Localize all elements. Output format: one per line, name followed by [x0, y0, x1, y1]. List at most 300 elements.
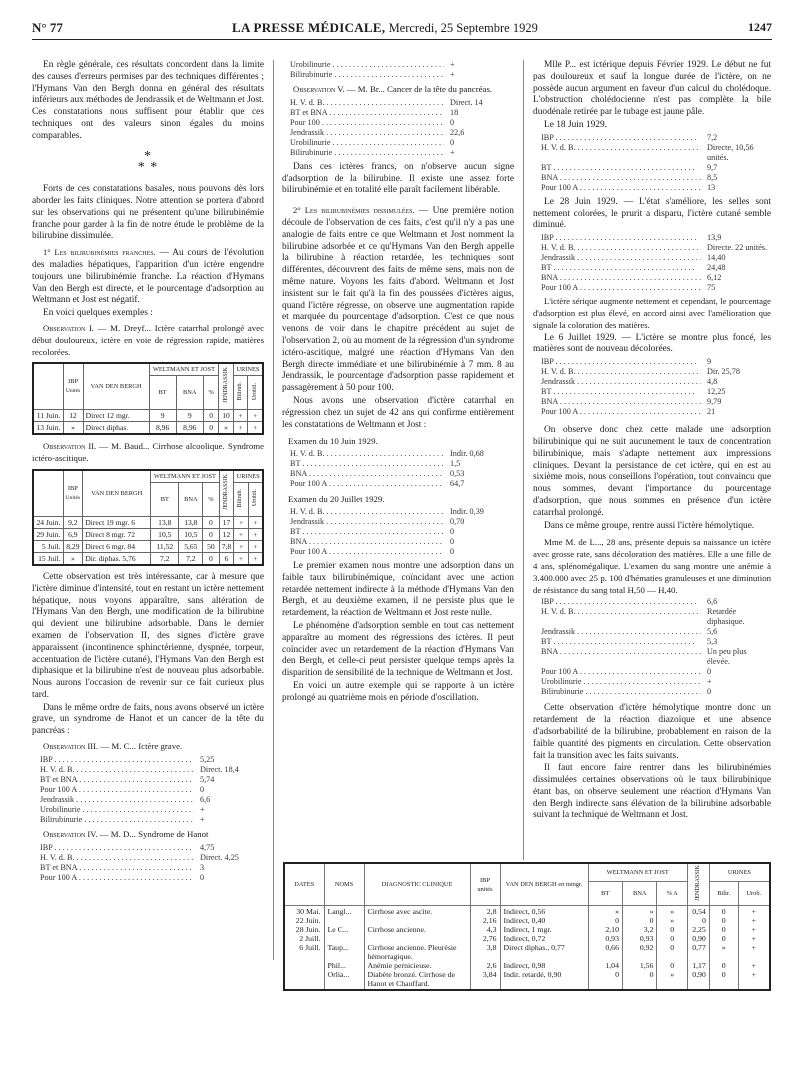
data-line [533, 647, 771, 667]
data-line [32, 765, 264, 775]
table-row [33, 528, 263, 540]
paragraph: Dans ces ictères francs, on n'observe aucun signe d'adsorption de la bilirubine. Il existe une assez forte bilirubinémie et en totalité elle paraît facilement libérable. [282, 161, 514, 196]
paragraph [282, 205, 514, 395]
paragraph-text: — Au cours de l'évolution des maladies hépatiques, l'apparition d'un ictère engendre toujours une bilirubinémie franche. La réaction d'Hymans Van den Bergh est directe, et le pourcentage d'adsorption au Weltmann et Jost est négatif. [32, 248, 264, 306]
data-value: + [200, 804, 205, 814]
data-line [282, 449, 514, 459]
journal-title: LA PRESSE MÉDICALE, [232, 20, 386, 35]
cell: 9,2 [63, 516, 83, 528]
issue-number: N° 77 [32, 20, 63, 35]
page-header [32, 22, 772, 40]
paragraph: Cette observation est très intéressante, car à mesure que l'ictère diminue d'intensité, tout en restant un ictère nettement hépatique, nous voyons apparaître, sans altération de l'Hymans Van den Bergh, une modification de la bilirubine qui devient une bilirubine adsorbable. Dans le dernier examen de l'observation II, des signes d'ictère grave apparaissent (incontinence sphinctérienne, dyspnée, torpeur, accentuation de l'ictère cutané), l'Hymans Van den Bergh est diphasique et la bilirubine n'est de nouveau plus adsorbable. Nous aurons l'occasion de revenir sur ce fait curieux plus tard. [32, 571, 264, 700]
data-value: 4,8 [707, 377, 718, 387]
data-key: BNA . . . [290, 537, 444, 547]
data-line [533, 687, 771, 697]
cell-diagnostic: Cirrhose avec ascite. Cirrhose ancienne. Cirrhose ancienne. Pleurésie hémorragique. Anémie pernicieuse. Diabète bronzé. Cirrhose de Hanot et Chauffard. [364, 906, 470, 991]
cell: Direct 8 mgr. 72 [83, 528, 151, 540]
header-unit: Unités [65, 494, 81, 501]
data-key: Bilirubinurie . . . [290, 148, 444, 158]
data-key: H. V. d. B. . . . [541, 367, 701, 377]
data-line [533, 597, 771, 607]
data-value: 75 [707, 283, 716, 293]
cell: 0 [203, 422, 218, 435]
header-urob: Urob. [738, 882, 770, 906]
data-line [533, 143, 771, 163]
cell-bilir: 0 0 0 0 » 0 0 [709, 906, 738, 991]
header-wj: WELTMANN ET JOST [588, 863, 687, 882]
data-value: Direct. 4,25 [200, 852, 239, 862]
data-list [282, 507, 514, 557]
summary-table [283, 862, 771, 991]
data-value: 9,7 [707, 162, 718, 172]
header-ibp: IBP [67, 484, 78, 492]
data-line [282, 128, 514, 138]
header-dates: DATES [284, 863, 324, 906]
header-urines: URINES [233, 363, 263, 376]
header-noms: NOMS [324, 863, 364, 906]
data-line [32, 755, 264, 765]
observation-label: Observation IV. [43, 828, 98, 839]
data-key: BNA . . . [541, 173, 701, 183]
data-list [282, 98, 514, 158]
observation-label: Observation II. [43, 441, 97, 452]
data-list [32, 755, 264, 825]
data-key: BT et BNA . . . [290, 108, 444, 118]
data-line [282, 547, 514, 557]
cell: + [234, 552, 248, 565]
header-ibp: IBP [68, 378, 79, 386]
data-list [533, 133, 771, 193]
data-key: IBP . . . [40, 755, 194, 765]
data-key: IBP . . . [541, 357, 701, 367]
cell: 7,2 [179, 552, 203, 565]
observation-text: — M. Dreyf... Ictère catarrhal prolongé avec début douloureux, ictère en voie de régression rapide, matières recolorées. [32, 322, 264, 357]
paragraph: Forts de ces constatations basales, nous pouvons dès lors aborder les faits cliniques. Notre attention se portera d'abord sur les observations qui ne présentent qu'une bilirubinémie franche pour garder à la fin de notre étude le problème de la bilirubine dissimulée. [32, 184, 264, 242]
data-value: 3 [200, 862, 205, 872]
data-value: 24,48 [707, 263, 726, 273]
col-date [33, 470, 63, 517]
data-line [533, 677, 771, 687]
data-value: 18 [450, 107, 459, 117]
paragraph: Nous avons une observation d'ictère catarrhal en régression chez un sujet de 42 ans qui confirme entièrement les constatations de Weltmann et Jost : [282, 395, 514, 430]
data-line [533, 273, 771, 283]
cell: + [234, 528, 248, 540]
data-line [282, 108, 514, 118]
data-line [282, 60, 514, 70]
paragraph: Il faut encore faire rentrer dans les bilirubinémies dissimulées certaines observations où le taux bilirubinique étant bas, on observe seulement une réaction d'Hymans Van den Bergh indirecte sans élévation de la bilirubine adsorbable suivant la technique de Weltmann et Jost. [533, 763, 771, 821]
header-bna: BNA [622, 882, 656, 906]
header-vdb: VAN DEN BERGH [83, 470, 151, 517]
header-bna: BNA [179, 482, 203, 516]
cell: + [248, 552, 263, 565]
header-bt: BT [588, 882, 622, 906]
observation-label: Observation III. [43, 741, 99, 752]
data-line [533, 367, 771, 377]
paragraph: Le premier examen nous montre une adsorption dans un faible taux bilirubinémique, coïncidant avec une action retardée nettement indirecte à la méthode d'Hymans Van den Bergh, et au deuxième examen, il ne persiste plus que le retardement, la réaction de Weltmann et Jost reste nulle. [282, 560, 514, 619]
data-line [533, 133, 771, 143]
paragraph: Dans ce même groupe, rentre aussi l'ictère hémolytique. [544, 520, 755, 531]
data-line [533, 283, 771, 293]
data-value: 5,6 [707, 627, 718, 637]
paragraph-text: — Une première notion découle de l'observation de ces faits, c'est qu'il n'y a pas une analogie de faits entre ce que Weltmann et Jost nomment la bilirubine adsorbée et ce qu'Hymans Van den Bergh appelle la bilirubine à réaction retardée, les techniques sont différentes, découvrent des faits de même sens, mais non de même nature. Voyons les faits d'abord. Weltmann et Jost insistent sur le fait qu'à la fin des poussées d'ictères aigus, quand l'ictère régresse, on observe une augmentation rapide et marquée du pourcentage d'adsorption. C'est ce que nous venons de voir dans le chapitre précédent au sujet de l'observation 2, où au moment de la régression d'un syndrome ictéro-ascitique, malgré une réaction d'Hymans Van den Bergh directe immédiate et une bilirubinémie à 7 mm. 8 au Jendrassik, le pourcentage d'adsorption passe rapidement et passagèrement à 50 pour 100. [282, 206, 514, 394]
data-key: BT . . . [541, 637, 701, 647]
data-value: Un peu plus élevée. [707, 647, 747, 667]
data-key: BT . . . [541, 387, 701, 397]
cell: 12 [219, 528, 234, 540]
data-key: H. V. d. B. . . . [290, 98, 444, 108]
data-line [282, 469, 514, 479]
header-jend: JENDRASSIK [219, 470, 234, 517]
observation-text: — M. Baud... Cirrhose alcoolique. Syndrome ictéro-ascitique. [32, 441, 264, 464]
header-urines: URINES [234, 470, 263, 483]
header-vdb: VAN DEN BERGH [83, 363, 149, 410]
cell: 15 Juil. [33, 552, 63, 565]
paragraph: En voici quelques exemples : [43, 308, 153, 319]
cell: » [219, 422, 234, 435]
data-value: 21 [707, 407, 716, 417]
data-line [533, 163, 771, 173]
cell: + [234, 540, 248, 552]
data-key: H. V. d. B. . . . [40, 853, 194, 863]
data-key: Pour 100 A . . . [541, 407, 701, 417]
section-heading: 2° Les bilirubinémies dissimulées. [293, 205, 415, 216]
data-value: 7,2 [707, 132, 718, 142]
cell: 11 Juin. [33, 410, 63, 422]
data-value: 0 [707, 687, 712, 697]
table-row [33, 410, 263, 422]
data-key: Jendrassik . . . [290, 517, 444, 527]
paragraph: Le 28 Juin 1929. — L'état s'améliore, les selles sont nettement colorées, le prurit a disparu, l'ictère cutané semble diminué. [533, 196, 771, 231]
data-value: 13 [707, 182, 716, 192]
data-line [32, 853, 264, 863]
column-left [32, 60, 264, 883]
observation-title [32, 323, 264, 358]
column-right [533, 60, 771, 823]
data-key: BT . . . [290, 527, 444, 537]
data-line [533, 233, 771, 243]
cell: Dir. diphas. 5,76 [83, 552, 151, 565]
data-value: 4,75 [200, 842, 215, 852]
data-line [533, 637, 771, 647]
data-value: + [450, 60, 455, 69]
column-rule [523, 60, 524, 860]
data-key: Pour 100 A . . . [40, 873, 194, 883]
data-value: 0 [450, 546, 455, 556]
cell: 24 Juin. [33, 516, 63, 528]
paragraph: Mme M. de L..., 28 ans, présente depuis sa naissance un ictère avec grosse rate, sans décoloration des matières. Elle a une fille de 4 ans, splénomégalique. L'examen du sang montre une anémie à 3.400.000 avec 25 p. 100 d'hématies granuleuses et une diminution de résistance du sang total H,50 — H,40. [533, 537, 771, 595]
data-value: 13,9 [707, 233, 722, 243]
header-urines: URINES [709, 863, 770, 882]
header-jend: JENDRASSIK [219, 363, 234, 410]
data-value: 64,7 [450, 479, 465, 489]
data-value: Indir. 0,39 [450, 506, 484, 516]
data-value: 6,6 [200, 794, 211, 804]
data-value: Dir. 25,78 [707, 367, 740, 377]
cell: 7,8 [219, 540, 234, 552]
cell: + [248, 410, 263, 422]
data-line [282, 507, 514, 517]
data-list [282, 449, 514, 489]
header-urob: Urobil. [248, 482, 263, 516]
cell: 11,52 [151, 540, 179, 552]
data-key: IBP . . . [541, 233, 701, 243]
header-pct: % A [657, 882, 687, 906]
data-value: 0 [707, 667, 712, 677]
table-row [33, 552, 263, 565]
header-jend: JENDRASSIK [687, 863, 709, 906]
paragraph: En règle générale, ces résultats concordent dans la limite des causes d'erreurs permises par des techniques différentes ; l'Hymans Van den Bergh donna en général des résultats inférieurs aux méthodes de Jendrassik et de Weltmann et Jost. Ces constatations nous suffisent pour établir que ces techniques ont des valeurs sinon égales du moins comparables. [32, 60, 264, 141]
header-bna: BNA [176, 376, 203, 410]
data-key: BT . . . [541, 163, 701, 173]
issue-date: Mercredi, 25 Septembre 1929 [388, 21, 538, 35]
data-list [533, 233, 771, 293]
cell: 5,65 [179, 540, 203, 552]
data-line [282, 517, 514, 527]
cell: 10,5 [179, 528, 203, 540]
data-line [533, 627, 771, 637]
data-line [32, 863, 264, 873]
data-key: Pour 100 A . . . [290, 547, 444, 557]
cell: 0 [203, 528, 219, 540]
data-value: 14,40 [707, 253, 726, 263]
date-heading: Le 18 Juin 1929. [544, 119, 608, 130]
cell: 5 Juil. [33, 540, 63, 552]
cell: 10,5 [151, 528, 179, 540]
header-wj: WELTMANN ET JOST [149, 363, 219, 376]
table-row [33, 516, 263, 528]
data-line [282, 70, 514, 80]
cell: Direct 12 mgr. [83, 410, 149, 422]
data-value: 0,53 [450, 469, 465, 479]
section-heading: 1° Les bilirubinémies franches. [43, 247, 156, 258]
data-line [282, 479, 514, 489]
cell: 8,96 [149, 422, 176, 435]
data-line [282, 459, 514, 469]
data-value: Retardée diphasique. [707, 607, 745, 627]
paragraph: Mlle P... est ictérique depuis Février 1929. Le début ne fut pas douloureux et sauf la longue durée de l'ictère, on ne possède aucun argument en faveur d'un calcul du cholédoque. L'obstruction cholédocienne n'est pas complète la bile duodénale retirée par le tubage est jaune pâle. [533, 60, 771, 118]
data-line [32, 785, 264, 795]
cell: Direct 19 mgr. 6 [83, 516, 151, 528]
data-value: 5,25 [200, 754, 215, 764]
cell-pct: » » 0 0 0 0 » [657, 906, 687, 991]
header-pct: % [203, 376, 218, 410]
data-line [533, 263, 771, 273]
data-line [32, 815, 264, 825]
data-value: 0 [200, 784, 205, 794]
table-row [33, 422, 263, 435]
cell-vdb: Indirect, 0,56 Indirect, 0,40 Indirect, 1 mgr. Indirect, 0,72 Direct diphas., 0,77 Indirect, 0,98 Indir. retardé, 0,90 [500, 906, 588, 991]
cell: 50 [203, 540, 219, 552]
data-key: Pour 100 . . . [290, 118, 444, 128]
col-date [33, 363, 63, 410]
paragraph: Dans le même ordre de faits, nous avons observé un ictère grave, un syndrome de Hanot et un cancer de la tête du pancréas : [32, 702, 264, 737]
cell-jend: 0,54 0 2,25 0,90 0,77 1,17 0,90 [687, 906, 709, 991]
col-ibp [63, 470, 83, 517]
data-line [533, 243, 771, 253]
data-line [533, 407, 771, 417]
cell: + [233, 410, 248, 422]
cell: 6 [219, 552, 234, 565]
header-wj: WELTMANN ET JOST [151, 470, 219, 483]
column-rule [273, 60, 274, 960]
data-line [533, 253, 771, 263]
cell: 9 [149, 410, 176, 422]
data-key: BT et BNA . . . [40, 775, 194, 785]
data-key: BNA . . . [290, 469, 444, 479]
data-key: Bilirubinurie . . . [40, 815, 194, 825]
data-key: Urobilinurie . . . [290, 60, 444, 70]
data-key: Pour 100 A . . . [541, 183, 701, 193]
data-key: Pour 100 A . . . [541, 667, 701, 677]
data-line [32, 805, 264, 815]
data-key: Urobilinurie . . . [541, 677, 701, 687]
data-key: Jendrassik . . . [541, 627, 701, 637]
paragraph [32, 247, 264, 307]
data-line [533, 357, 771, 367]
observation-text: — M. C... Ictère grave. [98, 741, 183, 752]
observation-title [32, 441, 264, 465]
data-value: + [450, 70, 455, 79]
header-bt: BT [151, 482, 179, 516]
data-value: 1,5 [450, 459, 461, 469]
data-line [32, 843, 264, 853]
observation-label: Observation V. [293, 84, 345, 94]
data-list [533, 597, 771, 697]
observation-text: — M. D... Syndrome de Hanot [97, 828, 209, 839]
data-line [32, 775, 264, 785]
data-line [533, 173, 771, 183]
data-line [282, 98, 514, 108]
header-vdb: VAN DEN BERGH en mmgr. [500, 863, 588, 906]
data-value: + [707, 677, 712, 687]
data-value: 5,74 [200, 774, 215, 784]
data-value: 8,5 [707, 172, 718, 182]
observation-label: Observation I. [43, 322, 94, 333]
data-value: Indir. 0,68 [450, 449, 484, 459]
cell: 0 [203, 552, 219, 565]
header-bilir: Bilirub. [234, 482, 248, 516]
data-key: H. V. d. B. . . . [290, 507, 444, 517]
data-key: IBP . . . [541, 133, 701, 143]
data-key: Pour 100 A . . . [40, 785, 194, 795]
cell: 10 [219, 410, 234, 422]
cell: 13 Juin. [33, 422, 63, 435]
paragraph: On observe donc chez cette malade une adsorption bilirubinique qui ne suit aucunement le taux de concentration bilirubinique, mais s'adapte nettement aux impressions cliniques. Devant la persistance de cet ictère, qui en est au sixième mois, nous conseillons l'opération, tout convaincu que nous sommes, devant l'importance du pourcentage d'adsorption, que nous sommes en présence d'un ictère catarrhal prolongé. [533, 425, 771, 518]
paragraph: Le phénomène d'adsorption semble en tout cas nettement apparaître au moment des régressions des ictères. Il peut coïncider avec un retardement de la réaction d'Hymans Van den Bergh, et celle-ci peut persister quelque temps après la disparition de sensibilité de la technique de Weltmann et Jost. [282, 620, 514, 679]
col-ibp [63, 363, 83, 410]
data-value: + [200, 814, 205, 824]
cell: 0 [203, 410, 218, 422]
asterism: * * * [137, 148, 159, 176]
data-line [533, 397, 771, 407]
cell: 7,2 [151, 552, 179, 565]
data-value: 0 [450, 117, 455, 127]
data-line [533, 377, 771, 387]
data-value: 9,79 [707, 397, 722, 407]
cell-urob: + + + + + + + [738, 906, 770, 991]
observation-table-1 [32, 362, 264, 435]
data-list [32, 843, 264, 883]
paragraph: L'ictère sérique augmente nettement et cependant, le pourcentage d'adsorption est plus élevé, en accord ainsi avec l'amélioration que signale la coloration des matières. [533, 296, 771, 330]
data-key: BNA . . . [541, 397, 701, 407]
data-key: H. V. d. B. . . . [541, 607, 701, 627]
data-value: 6,12 [707, 273, 722, 283]
data-value: 9 [707, 357, 712, 367]
data-key: Jendrassik . . . [290, 128, 444, 138]
data-list [533, 357, 771, 417]
data-value: 12,25 [707, 387, 726, 397]
header-urob: Urobil. [248, 376, 263, 410]
data-line [533, 387, 771, 397]
data-key: IBP . . . [541, 597, 701, 607]
cell: + [248, 516, 263, 528]
data-key: Pour 100 A . . . [541, 283, 701, 293]
data-key: BT . . . [541, 263, 701, 273]
header-diagnostic: DIAGNOSTIC CLINIQUE [364, 863, 470, 906]
data-line [32, 873, 264, 883]
cell: Direct diphas. [83, 422, 149, 435]
column-middle [282, 60, 514, 705]
header-bilir: Bilirub. [233, 376, 248, 410]
cell: + [248, 540, 263, 552]
observation-title [282, 84, 514, 96]
cell: + [248, 422, 263, 435]
cell: 13,8 [179, 516, 203, 528]
data-key: Jendrassik . . . [40, 795, 194, 805]
data-value: 0 [450, 526, 455, 536]
data-key: H. V. d. B. . . . [290, 449, 444, 459]
cell: 8,96 [176, 422, 203, 435]
cell: 12 [63, 410, 83, 422]
cell: 6,9 [63, 528, 83, 540]
data-value: 0 [450, 137, 455, 147]
cell-noms: Langl... Le C... Taup... Phil... Orlia... [324, 906, 364, 991]
cell: + [248, 528, 263, 540]
cell: + [233, 422, 248, 435]
cell-ibp: 2,8 2,16 4,3 2,76 3,8 2,6 3,84 [470, 906, 500, 991]
data-key: H. V. d. B. . . . [541, 143, 701, 163]
cell-dates: 30 Mai. 22 Juin. 28 Juin. 2 Juill. 6 Juill. [284, 906, 324, 991]
cell: » [63, 552, 83, 565]
data-key: Jendrassik . . . [541, 253, 701, 263]
cell-bt: » 0 2,10 0,93 0,66 1,04 0 [588, 906, 622, 991]
data-line [282, 148, 514, 158]
data-value: 0 [450, 536, 455, 546]
header-bt: BT [149, 376, 176, 410]
header-ibp: IBP unités [470, 863, 500, 906]
cell: 17 [219, 516, 234, 528]
data-key: Bilirubinurie . . . [541, 687, 701, 697]
page-number: 1247 [748, 20, 772, 34]
cell-bna: » 0 3,2 0,93 0,92 1,56 0 [622, 906, 656, 991]
data-key: Urobilinurie . . . [290, 138, 444, 148]
cell: + [234, 516, 248, 528]
header-pct: % [203, 482, 219, 516]
paragraph: En voici un autre exemple qui se rapporte à un ictère prolongé au quatrième mois en période d'oscillation. [282, 680, 514, 703]
data-key: BT . . . [290, 459, 444, 469]
data-key: BT et BNA . . . [40, 863, 194, 873]
header-bilir: Bilir. [709, 882, 738, 906]
data-line [282, 527, 514, 537]
cell: 9 [176, 410, 203, 422]
data-line [533, 183, 771, 193]
data-value: Directe. 22 unités. [707, 243, 768, 253]
exam-title: Examen du 10 Juin 1929. [288, 436, 378, 447]
data-value: 0 [200, 872, 205, 882]
data-key: IBP . . . [40, 843, 194, 853]
data-line [282, 118, 514, 128]
data-value: + [450, 147, 455, 157]
